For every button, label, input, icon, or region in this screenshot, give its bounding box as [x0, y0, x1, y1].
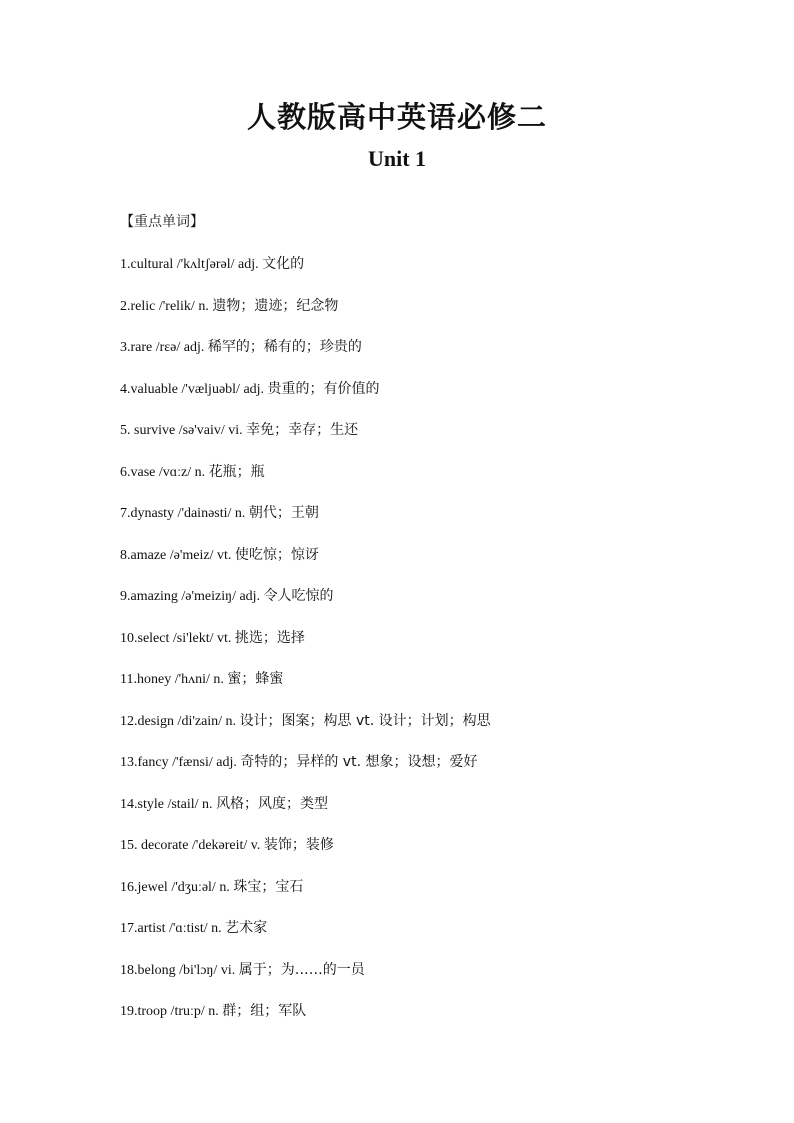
- vocab-entry: 1.cultural /'kʌltʃərəl/ adj.: [120, 257, 263, 272]
- vocab-entry: 4.valuable /'væljuəbl/ adj.: [120, 381, 268, 397]
- vocab-entry: 16.jewel /'dʒuːəl/ n.: [120, 879, 234, 895]
- vocab-meaning: 群；组；军队: [222, 1003, 307, 1019]
- vocab-entry: 13.fancy /'fænsi/ adj.: [120, 755, 241, 770]
- vocab-meaning: 遗物；遗迹；纪念物: [212, 297, 339, 314]
- vocab-item: [120, 710, 491, 752]
- vocab-entry: 15. decorate /'dekəreit/ v.: [120, 838, 264, 853]
- vocab-entry: 19.troop /truːp/ n.: [120, 1004, 223, 1019]
- vocabulary-list: [120, 253, 491, 1042]
- vocab-meaning: 花瓶；瓶: [208, 463, 265, 480]
- vocab-meaning: 蜜；蜂蜜: [227, 671, 284, 687]
- vocab-item: [120, 419, 491, 461]
- vocab-entry: 7.dynasty /'dainəsti/ n.: [120, 506, 249, 521]
- vocab-meaning: 装饰；装修: [263, 837, 334, 853]
- vocab-meaning: 设计；图案；构思 vt. 设计；计划；构思: [239, 712, 491, 729]
- vocab-item: [120, 1000, 491, 1042]
- vocab-meaning: 属于；为……的一员: [238, 961, 365, 978]
- vocab-item: [120, 668, 491, 710]
- vocab-item: [120, 336, 491, 378]
- vocab-entry: 12.design /di'zain/ n.: [120, 713, 240, 729]
- vocab-item: [120, 876, 491, 918]
- unit-subtitle: Unit 1: [367, 146, 427, 171]
- vocab-meaning: 文化的: [262, 256, 305, 272]
- vocab-meaning: 令人吃惊的: [263, 588, 334, 604]
- vocab-item: [120, 834, 491, 876]
- vocab-item: [120, 627, 491, 669]
- vocab-item: [120, 917, 491, 959]
- vocab-item: [120, 378, 491, 420]
- vocab-item: [120, 461, 491, 503]
- vocab-item: [120, 544, 491, 586]
- vocab-entry: 18.belong /bi'lɔŋ/ vi.: [120, 962, 239, 978]
- vocab-item: [120, 793, 491, 835]
- vocab-entry: 8.amaze /ə'meiz/ vt.: [120, 547, 235, 563]
- vocab-item: [120, 502, 491, 544]
- vocab-meaning: 稀罕的；稀有的；珍贵的: [207, 339, 362, 355]
- vocab-entry: 6.vase /vɑːz/ n.: [120, 464, 209, 480]
- vocab-meaning: 珠宝；宝石: [233, 878, 304, 895]
- vocab-entry: 2.relic /'relik/ n.: [120, 298, 213, 314]
- vocab-item: [120, 751, 491, 793]
- vocab-item: [120, 585, 491, 627]
- vocab-entry: 9.amazing /ə'meiziŋ/ adj.: [120, 589, 264, 604]
- vocab-meaning: 奇特的；异样的 vt. 想象；设想；爱好: [240, 754, 478, 770]
- vocab-meaning: 使吃惊；惊讶: [234, 546, 319, 563]
- vocab-item: [120, 959, 491, 1001]
- vocab-meaning: 风格；风度；类型: [216, 795, 329, 812]
- vocab-item: [120, 253, 491, 295]
- vocab-meaning: 艺术家: [225, 920, 268, 936]
- vocab-entry: 10.select /si'lekt/ vt.: [120, 630, 235, 646]
- document-title: 人教版高中英语必修二: [246, 100, 547, 134]
- vocab-meaning: 幸免；幸存；生还: [246, 422, 359, 438]
- vocab-entry: 17.artist /'ɑːtist/ n.: [120, 921, 226, 936]
- vocab-entry: 3.rare /rɛə/ adj.: [120, 340, 208, 355]
- vocab-meaning: 贵重的；有价值的: [267, 380, 380, 397]
- vocab-entry: 14.style /stail/ n.: [120, 796, 217, 812]
- vocab-entry: 11.honey /'hʌni/ n.: [120, 672, 228, 687]
- vocab-meaning: 挑选；选择: [234, 629, 305, 646]
- vocab-meaning: 朝代；王朝: [248, 505, 319, 521]
- section-heading: 【重点单词】: [120, 214, 204, 230]
- vocab-entry: 5. survive /sə'vaiv/ vi.: [120, 423, 247, 438]
- vocab-item: [120, 295, 491, 337]
